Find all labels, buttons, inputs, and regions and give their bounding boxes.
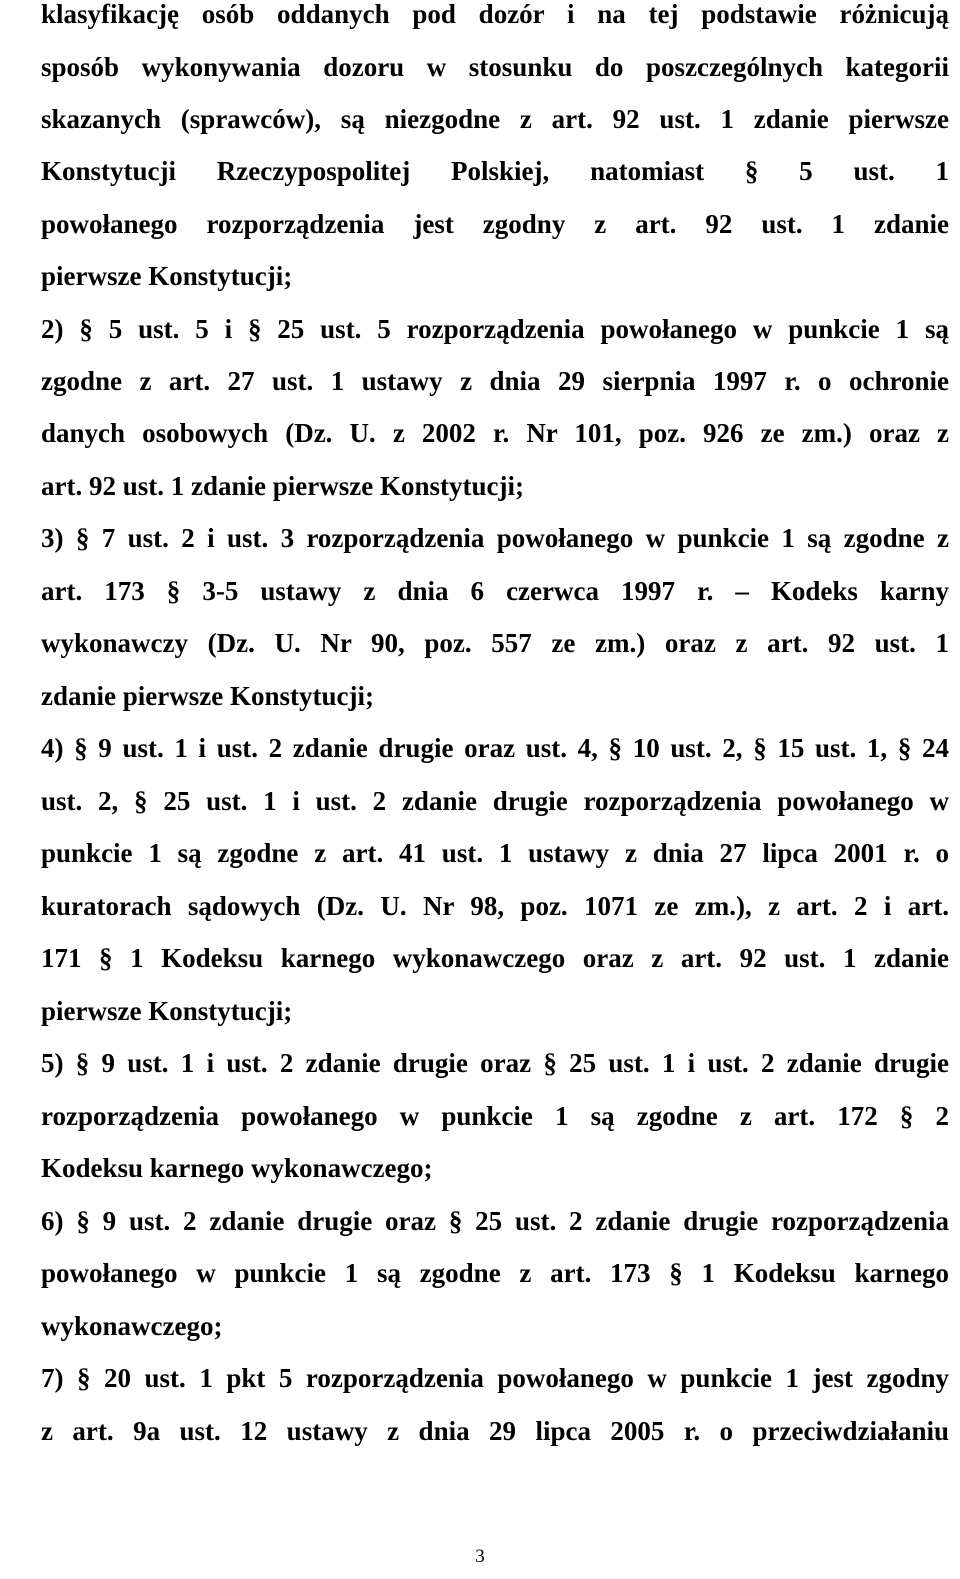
text-line: pierwsze Konstytucji; xyxy=(41,261,293,291)
list-item-7: 7) § 20 ust. 1 pkt 5 rozporządzenia powołanego w punkcie 1 jest zgodny xyxy=(41,1363,949,1393)
text-line: Konstytucji Rzeczypospolitej Polskiej, natomiast § 5 ust. 1 xyxy=(41,156,949,186)
text-line: wykonawczego; xyxy=(41,1311,223,1341)
list-item-2: 2) § 5 ust. 5 i § 25 ust. 5 rozporządzenia powołanego w punkcie 1 są xyxy=(41,314,949,344)
text-line: punkcie 1 są zgodne z art. 41 ust. 1 ustawy z dnia 27 lipca 2001 r. o xyxy=(41,838,949,868)
text-line: kuratorach sądowych (Dz. U. Nr 98, poz. 1071 ze zm.), z art. 2 i art. xyxy=(41,891,949,921)
text-line: pierwsze Konstytucji; xyxy=(41,996,293,1026)
text-line: z art. 9a ust. 12 ustawy z dnia 29 lipca 2005 r. o przeciwdziałaniu xyxy=(41,1416,949,1446)
page-number: 3 xyxy=(475,1546,485,1567)
text-line: powołanego rozporządzenia jest zgodny z art. 92 ust. 1 zdanie xyxy=(41,209,949,239)
text-line: powołanego w punkcie 1 są zgodne z art. 173 § 1 Kodeksu karnego xyxy=(41,1258,949,1288)
text-line: wykonawczy (Dz. U. Nr 90, poz. 557 ze zm.) oraz z art. 92 ust. 1 xyxy=(41,628,949,658)
text-line: sposób wykonywania dozoru w stosunku do poszczególnych kategorii xyxy=(41,52,949,82)
text-line: klasyfikację osób oddanych pod dozór i na tej podstawie różnicują xyxy=(41,0,949,29)
text-line: rozporządzenia powołanego w punkcie 1 są zgodne z art. 172 § 2 xyxy=(41,1101,949,1131)
text-line: zdanie pierwsze Konstytucji; xyxy=(41,681,374,711)
text-line: danych osobowych (Dz. U. z 2002 r. Nr 101, poz. 926 ze zm.) oraz z xyxy=(41,418,949,448)
list-item-5: 5) § 9 ust. 1 i ust. 2 zdanie drugie oraz § 25 ust. 1 i ust. 2 zdanie drugie xyxy=(41,1048,949,1078)
text-line: art. 173 § 3-5 ustawy z dnia 6 czerwca 1997 r. – Kodeks karny xyxy=(41,576,949,606)
text-line: Kodeksu karnego wykonawczego; xyxy=(41,1153,433,1183)
text-line: 171 § 1 Kodeksu karnego wykonawczego oraz z art. 92 ust. 1 zdanie xyxy=(41,943,949,973)
text-line: zgodne z art. 27 ust. 1 ustawy z dnia 29 sierpnia 1997 r. o ochronie xyxy=(41,366,949,396)
list-item-6: 6) § 9 ust. 2 zdanie drugie oraz § 25 ust. 2 zdanie drugie rozporządzenia xyxy=(41,1206,949,1236)
text-line: ust. 2, § 25 ust. 1 i ust. 2 zdanie drugie rozporządzenia powołanego w xyxy=(41,786,949,816)
list-item-4: 4) § 9 ust. 1 i ust. 2 zdanie drugie oraz ust. 4, § 10 ust. 2, § 15 ust. 1, § 24 xyxy=(41,733,949,763)
text-line: skazanych (sprawców), są niezgodne z art. 92 ust. 1 zdanie pierwsze xyxy=(41,104,949,134)
text-line: art. 92 ust. 1 zdanie pierwsze Konstytucji; xyxy=(41,471,524,501)
list-item-3: 3) § 7 ust. 2 i ust. 3 rozporządzenia powołanego w punkcie 1 są zgodne z xyxy=(41,523,949,553)
